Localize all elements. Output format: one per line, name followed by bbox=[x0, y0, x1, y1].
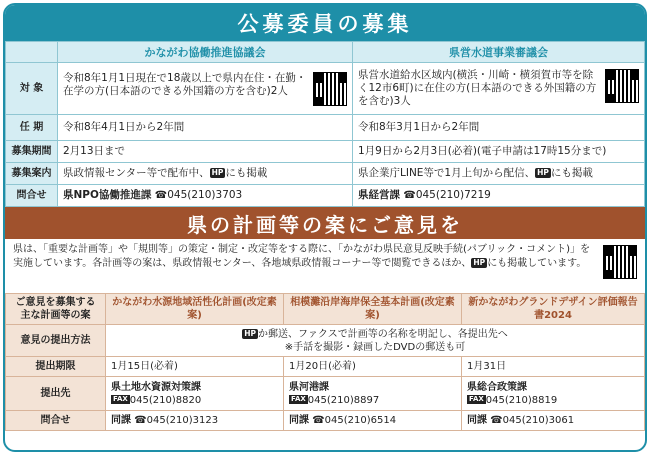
method-label: 意見の提出方法 bbox=[6, 325, 106, 357]
inquiry-1: 同課 ☎045(210)3123 bbox=[106, 411, 284, 431]
inquiry-3: 同課 ☎045(210)3061 bbox=[462, 411, 645, 431]
eligibility-2: 県営水道給水区域内(横浜・川崎・横須賀市等を除く12市6町)に在住の方(日本語のできる外国籍の方を含む)3人 bbox=[353, 63, 645, 115]
guide-2: 県企業庁LINE等で1月上旬から配信、 HP にも掲載 bbox=[353, 163, 645, 185]
public-comment-table bbox=[5, 293, 645, 431]
row-label: 任 期 bbox=[6, 115, 58, 141]
section2-title: 県の計画等の案にご意見を bbox=[5, 207, 645, 239]
term-2: 令和8年3月1日から2年間 bbox=[353, 115, 645, 141]
guide-1: 県政情報センター等で配布中、 HP にも掲載 bbox=[58, 163, 353, 185]
plans-label: ご意見を募集する主な計画等の案 bbox=[6, 294, 106, 325]
plan-3: 新かながわグランドデザイン評価報告書2024 bbox=[462, 294, 645, 325]
hp-icon[interactable]: HP bbox=[211, 168, 224, 177]
plan-1: かながわ水源地域活性化計画(改定素案) bbox=[106, 294, 284, 325]
period-2: 1月9日から2月3日(必着)(電子申請は17時15分まで) bbox=[353, 141, 645, 163]
submit-1: 県土地水資源対策課 FAX 045(210)8820 bbox=[106, 377, 284, 411]
deadline-1: 1月15日(必着) bbox=[106, 357, 284, 377]
col-header-2: 県営水道事業審議会 bbox=[353, 42, 645, 63]
deadline-label: 提出期限 bbox=[6, 357, 106, 377]
qr-code-icon[interactable] bbox=[605, 69, 639, 103]
phone-icon: ☎ bbox=[490, 415, 503, 426]
method-text: HP か郵送、ファクスで計画等の名称を明記し、各提出先へ ※手話を撮影・録画したDVDの郵送も可 bbox=[106, 325, 645, 357]
row-label: 問合せ bbox=[6, 185, 58, 207]
phone-icon: ☎ bbox=[154, 190, 168, 201]
deadline-3: 1月31日 bbox=[462, 357, 645, 377]
row-label: 対 象 bbox=[6, 63, 58, 115]
plan-2: 相模灘沿岸海岸保全基本計画(改定素案) bbox=[284, 294, 462, 325]
phone-icon: ☎ bbox=[134, 415, 147, 426]
fax-icon: FAX bbox=[291, 395, 306, 403]
eligibility-1: 令和8年1月1日現在で18歳以上で県内在住・在勤・在学の方(日本語のできる外国籍の方を含む)2人 bbox=[58, 63, 353, 115]
col-header-1: かながわ協働推進協議会 bbox=[58, 42, 353, 63]
qr-code-icon[interactable] bbox=[603, 245, 637, 279]
qr-code-icon[interactable] bbox=[313, 72, 347, 106]
hp-icon[interactable]: HP bbox=[537, 168, 549, 177]
contact-label: 問合せ bbox=[6, 411, 106, 431]
submit-2: 県河港課 FAX 045(210)8897 bbox=[284, 377, 462, 411]
contact-1: 県NPO協働推進課 ☎045(210)3703 bbox=[58, 185, 353, 207]
row-label: 募集案内 bbox=[6, 163, 58, 185]
term-1: 令和8年4月1日から2年間 bbox=[58, 115, 353, 141]
notice-frame bbox=[3, 3, 647, 452]
fax-icon: FAX bbox=[469, 395, 484, 403]
fax-icon: FAX bbox=[113, 395, 128, 403]
hp-icon[interactable]: HP bbox=[473, 258, 486, 267]
intro-text: 県は、「重要な計画等」や「規則等」の策定・制定・改定等をする際に、「かながわ県民意見反映手続(パブリック・コメント)」を実施しています。各計画等の案は、県政情報センター、各地域県政情報コーナー等で閲覧できるほか、 HP にも掲載しています。 bbox=[5, 239, 645, 293]
inquiry-2: 同課 ☎045(210)6514 bbox=[284, 411, 462, 431]
contact-2: 県経営課 ☎045(210)7219 bbox=[353, 185, 645, 207]
phone-icon: ☎ bbox=[403, 190, 416, 201]
section1-title: 公募委員の募集 bbox=[5, 5, 645, 41]
submit-label: 提出先 bbox=[6, 377, 106, 411]
row-label: 募集期間 bbox=[6, 141, 58, 163]
hp-icon[interactable]: HP bbox=[244, 328, 257, 338]
phone-icon: ☎ bbox=[312, 415, 325, 426]
submit-3: 県総合政策課 FAX 045(210)8819 bbox=[462, 377, 645, 411]
period-1: 2月13日まで bbox=[58, 141, 353, 163]
committee-table bbox=[5, 41, 645, 207]
deadline-2: 1月20日(必着) bbox=[284, 357, 462, 377]
